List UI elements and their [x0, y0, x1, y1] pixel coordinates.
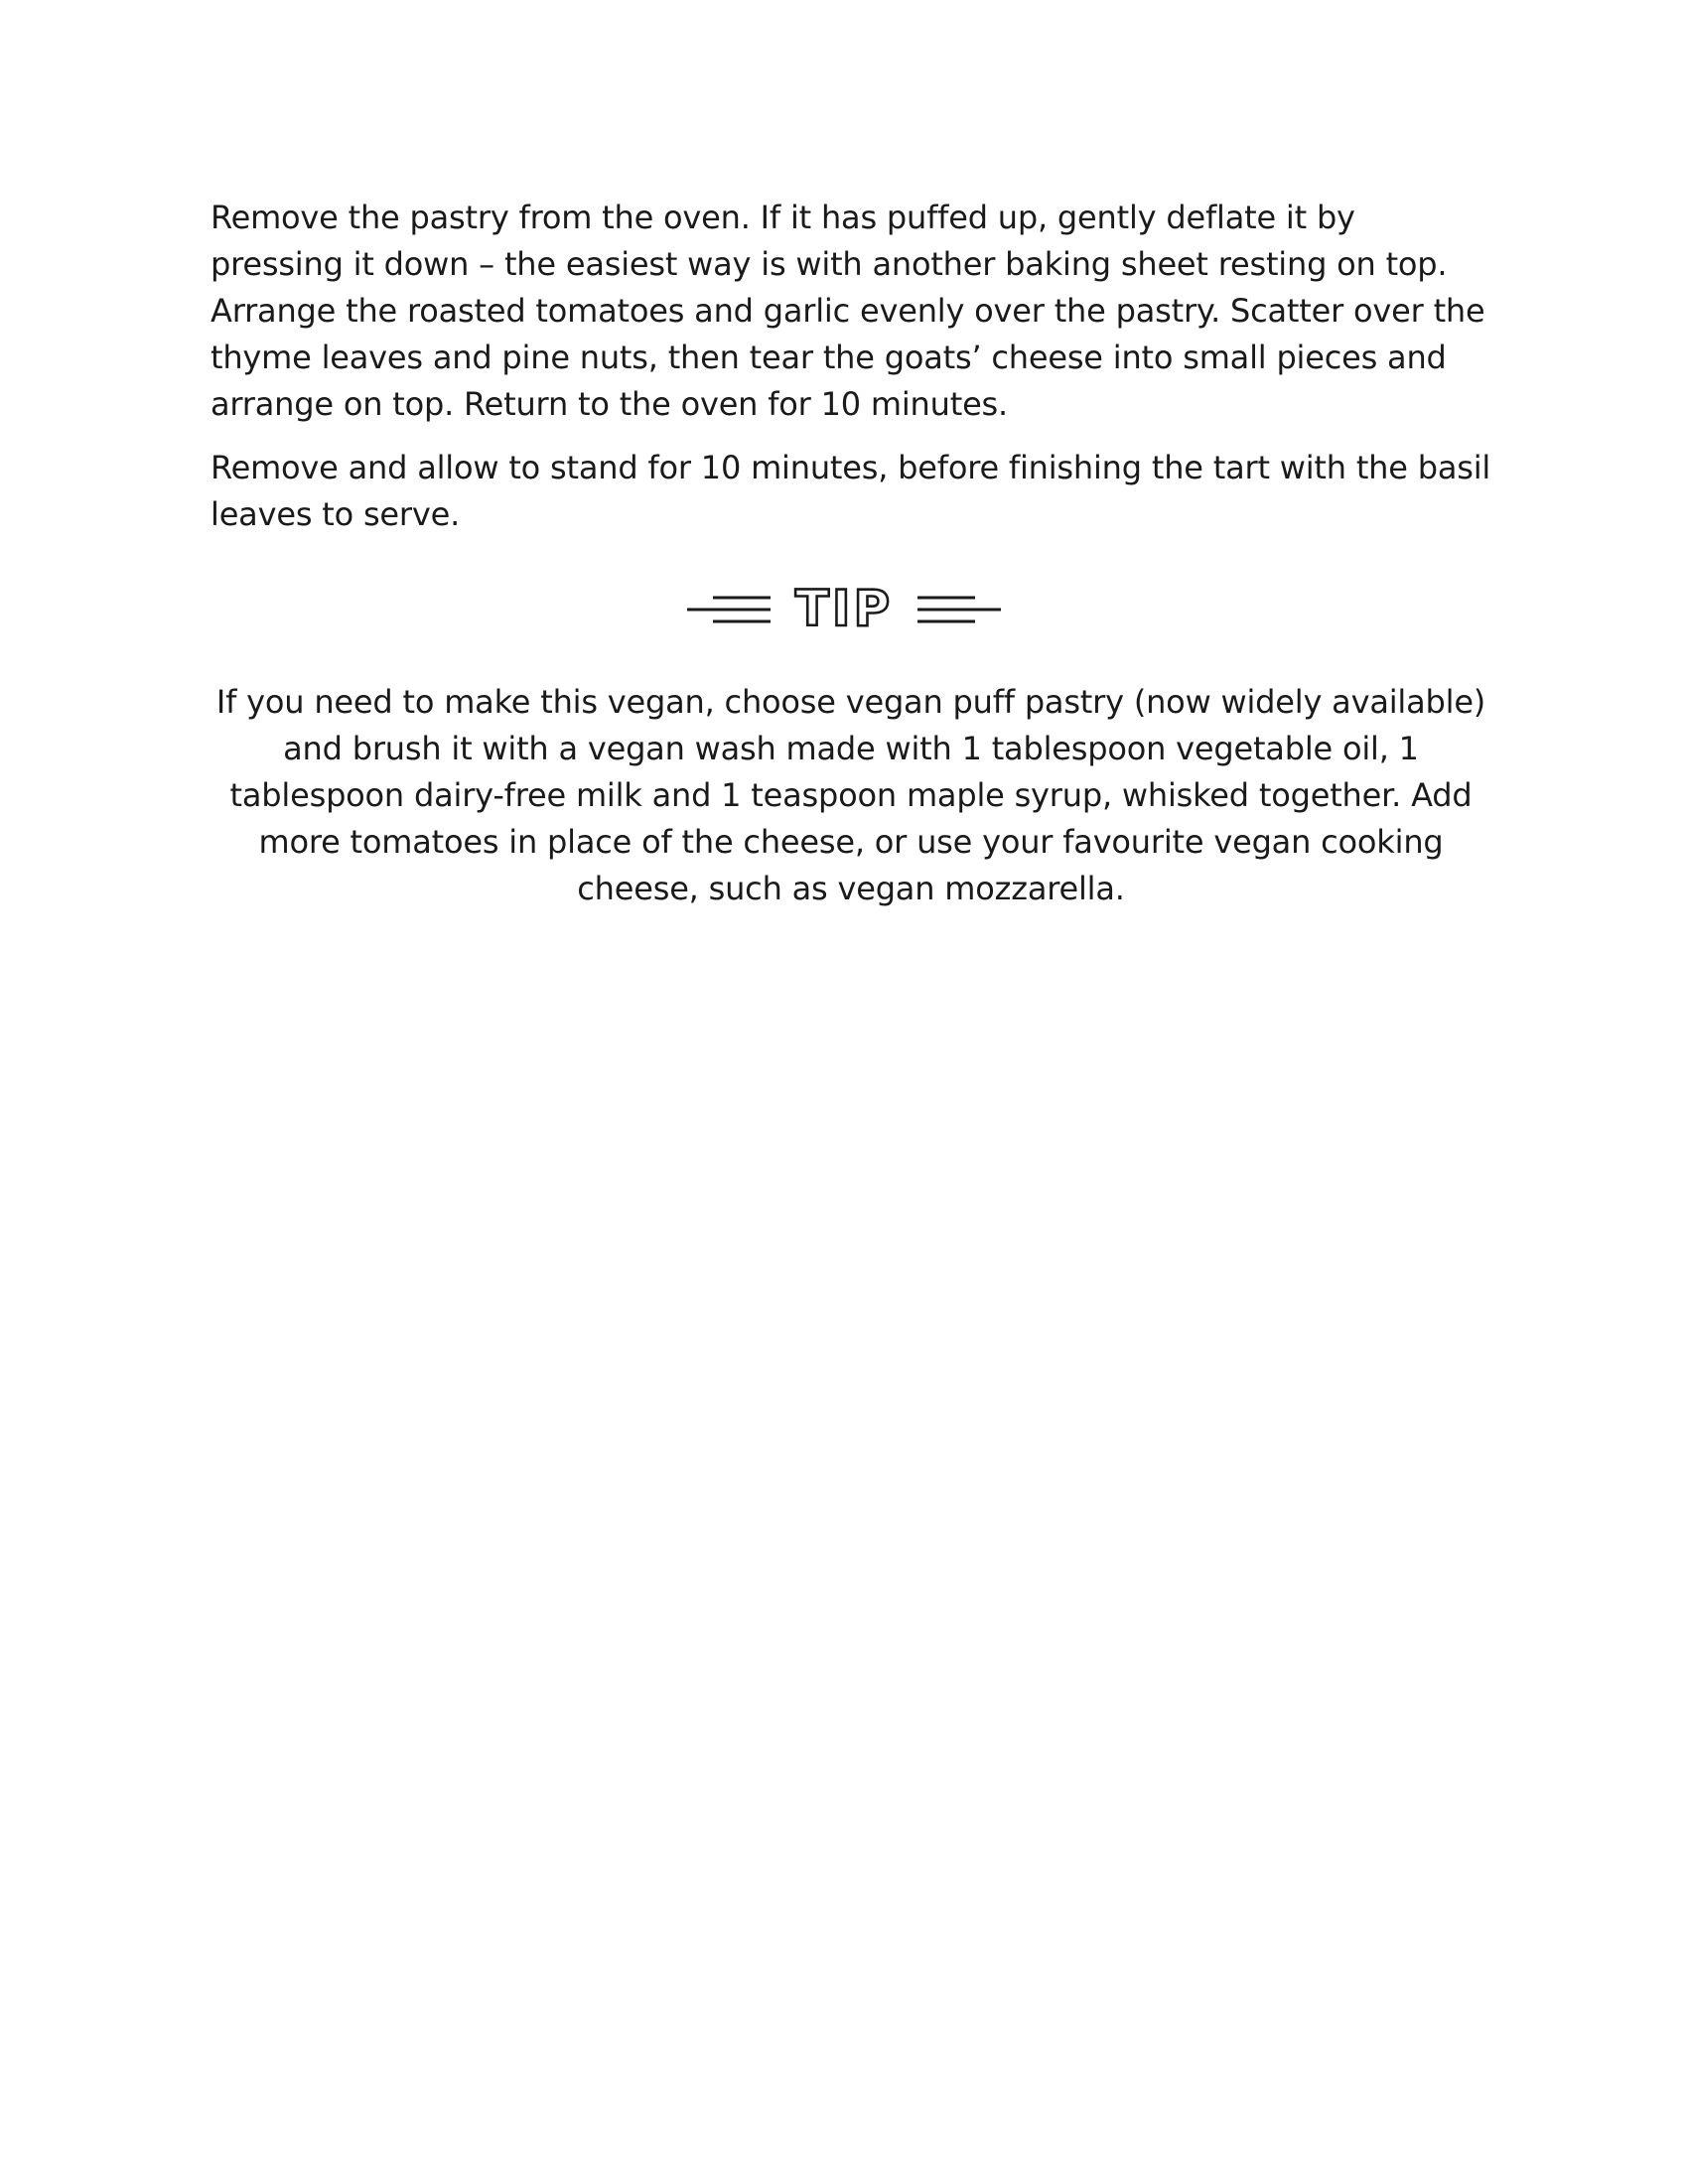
method-step-2: Remove and allow to stand for 10 minutes, before finishing the tart with the basil leaves to serve.	[211, 449, 1491, 533]
tip-heading	[685, 578, 1003, 641]
method-step-1: Remove the pastry from the oven. If it has puffed up, gently deflate it by pressing it down – the easiest way is with another baking sheet resting on top. Arrange the roasted tomatoes and garlic evenly over the pastry. Scatter over the thyme leaves and pine nuts, then tear the goats’ cheese into small pieces and arrange on top. Return to the oven for 10 minutes.	[211, 199, 1485, 423]
tip-heading-text: TIP	[794, 580, 894, 637]
tip-text: If you need to make this vegan, choose vegan puff pastry (now widely available) and brush it with a vegan wash made with 1 tablespoon vegetable oil, 1 tablespoon dairy-free milk and 1 teaspoon maple syrup, whisked together. Add more tomatoes in place of the cheese, or use your favourite vegan cooking cheese, such as vegan mozzarella.	[215, 683, 1486, 907]
tip-heading-graphic	[685, 578, 1003, 641]
tip-right-lines-icon	[917, 598, 1001, 621]
method-section	[211, 195, 1491, 555]
tip-left-lines-icon	[687, 598, 771, 621]
